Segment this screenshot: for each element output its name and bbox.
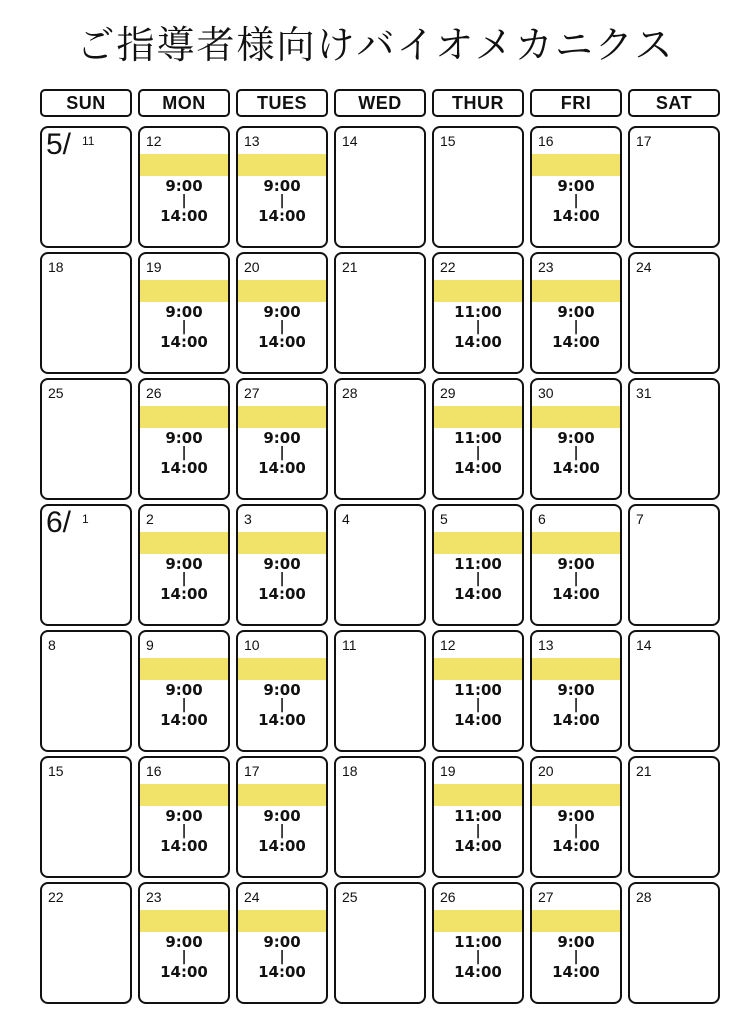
calendar-day-cell[interactable] xyxy=(432,126,524,248)
session-highlight-bar xyxy=(530,784,622,806)
session-start-time: 9:00 xyxy=(557,807,595,825)
calendar-day-cell[interactable] xyxy=(628,504,720,626)
calendar-day-cell[interactable] xyxy=(628,756,720,878)
weekday-header-mon: MON xyxy=(138,89,230,117)
calendar-day-cell[interactable] xyxy=(138,630,230,752)
day-number: 5 xyxy=(440,511,448,527)
day-number: 30 xyxy=(538,385,554,401)
day-number: 12 xyxy=(440,637,456,653)
day-number: 10 xyxy=(244,637,260,653)
session-end-time: 14:00 xyxy=(258,459,306,477)
day-number: 4 xyxy=(342,511,350,527)
session-highlight-bar xyxy=(138,154,230,176)
month-label: 6/ xyxy=(46,506,72,539)
session-highlight-bar xyxy=(432,910,524,932)
session-start-time: 9:00 xyxy=(263,933,301,951)
session-highlight-bar xyxy=(432,406,524,428)
calendar-day-cell[interactable] xyxy=(334,252,426,374)
time-separator: | xyxy=(475,319,481,335)
day-number: 20 xyxy=(244,259,260,275)
day-number: 26 xyxy=(440,889,456,905)
time-separator: | xyxy=(181,445,187,461)
time-separator: | xyxy=(573,445,579,461)
day-number: 27 xyxy=(244,385,260,401)
session-time-range xyxy=(140,682,228,728)
time-separator: | xyxy=(475,697,481,713)
session-highlight-bar xyxy=(236,910,328,932)
calendar-day-cell[interactable] xyxy=(40,504,132,626)
session-time-range xyxy=(532,178,620,224)
calendar-day-cell[interactable] xyxy=(138,756,230,878)
session-end-time: 14:00 xyxy=(160,459,208,477)
session-end-time: 14:00 xyxy=(454,585,502,603)
session-time-range xyxy=(238,430,326,476)
session-end-time: 14:00 xyxy=(552,585,600,603)
session-start-time: 9:00 xyxy=(165,429,203,447)
weekday-header-fri: FRI xyxy=(530,89,622,117)
calendar-day-cell[interactable] xyxy=(530,378,622,500)
session-time-range xyxy=(532,430,620,476)
calendar-day-cell[interactable] xyxy=(530,630,622,752)
calendar-day-cell[interactable] xyxy=(40,882,132,1004)
time-separator: | xyxy=(573,697,579,713)
day-number: 19 xyxy=(146,259,162,275)
time-separator: | xyxy=(279,571,285,587)
session-time-range xyxy=(140,178,228,224)
session-time-range xyxy=(140,934,228,980)
session-time-range xyxy=(238,178,326,224)
time-separator: | xyxy=(475,571,481,587)
calendar-day-cell[interactable] xyxy=(236,504,328,626)
session-start-time: 9:00 xyxy=(263,303,301,321)
time-separator: | xyxy=(279,949,285,965)
calendar-day-cell[interactable] xyxy=(138,126,230,248)
session-end-time: 14:00 xyxy=(160,333,208,351)
session-start-time: 9:00 xyxy=(165,177,203,195)
day-number: 6 xyxy=(538,511,546,527)
page-title: ご指導者様向けバイオメカニクス xyxy=(76,23,675,67)
time-separator: | xyxy=(573,823,579,839)
session-end-time: 14:00 xyxy=(258,333,306,351)
day-number: 24 xyxy=(244,889,260,905)
day-number: 21 xyxy=(636,763,652,779)
day-number: 17 xyxy=(244,763,260,779)
session-highlight-bar xyxy=(236,658,328,680)
month-label: 5/ xyxy=(46,128,72,161)
day-number: 27 xyxy=(538,889,554,905)
day-number: 15 xyxy=(440,133,456,149)
session-highlight-bar xyxy=(530,280,622,302)
time-separator: | xyxy=(279,445,285,461)
session-end-time: 14:00 xyxy=(454,459,502,477)
calendar-day-cell[interactable] xyxy=(40,126,132,248)
calendar-day-cell[interactable] xyxy=(334,378,426,500)
session-start-time: 9:00 xyxy=(263,807,301,825)
session-start-time: 11:00 xyxy=(454,807,502,825)
calendar-day-cell[interactable] xyxy=(334,126,426,248)
day-number: 26 xyxy=(146,385,162,401)
day-number: 21 xyxy=(342,259,358,275)
day-number: 9 xyxy=(146,637,154,653)
session-highlight-bar xyxy=(138,532,230,554)
session-end-time: 14:00 xyxy=(160,837,208,855)
session-highlight-bar xyxy=(530,406,622,428)
day-number: 7 xyxy=(636,511,644,527)
calendar-day-cell[interactable] xyxy=(236,126,328,248)
time-separator: | xyxy=(475,823,481,839)
session-end-time: 14:00 xyxy=(552,207,600,225)
calendar-day-cell[interactable] xyxy=(236,630,328,752)
session-end-time: 14:00 xyxy=(454,333,502,351)
calendar-day-cell[interactable] xyxy=(40,252,132,374)
calendar-day-cell[interactable] xyxy=(40,378,132,500)
session-end-time: 14:00 xyxy=(552,459,600,477)
session-start-time: 9:00 xyxy=(557,681,595,699)
calendar-day-cell[interactable] xyxy=(138,252,230,374)
session-start-time: 11:00 xyxy=(454,555,502,573)
session-time-range xyxy=(238,808,326,854)
session-highlight-bar xyxy=(236,532,328,554)
session-highlight-bar xyxy=(432,280,524,302)
calendar-day-cell[interactable] xyxy=(432,882,524,1004)
calendar-day-cell[interactable] xyxy=(40,756,132,878)
session-time-range xyxy=(532,682,620,728)
time-separator: | xyxy=(181,949,187,965)
calendar-day-cell[interactable] xyxy=(236,252,328,374)
day-number: 20 xyxy=(538,763,554,779)
session-start-time: 9:00 xyxy=(165,807,203,825)
day-number: 13 xyxy=(244,133,260,149)
time-separator: | xyxy=(181,319,187,335)
session-time-range xyxy=(140,304,228,350)
session-time-range xyxy=(238,682,326,728)
weekday-header-wed: WED xyxy=(334,89,426,117)
calendar-day-cell[interactable] xyxy=(334,630,426,752)
calendar-day-cell[interactable] xyxy=(138,882,230,1004)
time-separator: | xyxy=(573,193,579,209)
session-time-range xyxy=(140,808,228,854)
day-number: 8 xyxy=(48,637,56,653)
weekday-header-sat: SAT xyxy=(628,89,720,117)
session-start-time: 9:00 xyxy=(165,555,203,573)
day-number: 15 xyxy=(48,763,64,779)
session-highlight-bar xyxy=(432,784,524,806)
calendar-day-cell[interactable] xyxy=(432,630,524,752)
time-separator: | xyxy=(279,319,285,335)
calendar-day-cell[interactable] xyxy=(432,378,524,500)
session-end-time: 14:00 xyxy=(258,963,306,981)
session-end-time: 14:00 xyxy=(160,207,208,225)
calendar-day-cell[interactable] xyxy=(530,504,622,626)
session-end-time: 14:00 xyxy=(160,963,208,981)
day-number: 13 xyxy=(538,637,554,653)
session-highlight-bar xyxy=(138,280,230,302)
session-start-time: 9:00 xyxy=(557,177,595,195)
session-highlight-bar xyxy=(530,658,622,680)
session-time-range xyxy=(434,430,522,476)
session-end-time: 14:00 xyxy=(258,837,306,855)
session-start-time: 11:00 xyxy=(454,933,502,951)
time-separator: | xyxy=(573,319,579,335)
weekday-header-sun: SUN xyxy=(40,89,132,117)
session-highlight-bar xyxy=(530,154,622,176)
session-time-range xyxy=(434,934,522,980)
session-highlight-bar xyxy=(530,910,622,932)
day-number: 17 xyxy=(636,133,652,149)
day-number: 2 xyxy=(146,511,154,527)
day-number: 19 xyxy=(440,763,456,779)
calendar-day-cell[interactable] xyxy=(530,252,622,374)
time-separator: | xyxy=(475,445,481,461)
session-highlight-bar xyxy=(432,658,524,680)
time-separator: | xyxy=(181,193,187,209)
day-number: 28 xyxy=(636,889,652,905)
day-number: 23 xyxy=(146,889,162,905)
session-start-time: 9:00 xyxy=(557,429,595,447)
session-start-time: 9:00 xyxy=(263,555,301,573)
calendar-week-row xyxy=(40,252,724,374)
session-start-time: 9:00 xyxy=(557,933,595,951)
day-number: 25 xyxy=(342,889,358,905)
session-time-range xyxy=(532,304,620,350)
time-separator: | xyxy=(573,571,579,587)
day-number: 23 xyxy=(538,259,554,275)
calendar-week-row xyxy=(40,126,724,248)
session-end-time: 14:00 xyxy=(552,333,600,351)
day-number: 1 xyxy=(82,512,89,526)
session-highlight-bar xyxy=(138,658,230,680)
time-separator: | xyxy=(181,697,187,713)
day-number: 14 xyxy=(342,133,358,149)
session-time-range xyxy=(238,304,326,350)
calendar-week-row xyxy=(40,882,724,1004)
session-end-time: 14:00 xyxy=(258,585,306,603)
day-number: 11 xyxy=(342,637,357,653)
session-end-time: 14:00 xyxy=(454,963,502,981)
session-time-range xyxy=(434,808,522,854)
calendar-day-cell[interactable] xyxy=(628,882,720,1004)
session-start-time: 9:00 xyxy=(165,303,203,321)
calendar-day-cell[interactable] xyxy=(40,630,132,752)
day-number: 16 xyxy=(538,133,554,149)
day-number: 24 xyxy=(636,259,652,275)
time-separator: | xyxy=(573,949,579,965)
session-time-range xyxy=(532,934,620,980)
session-highlight-bar xyxy=(236,154,328,176)
calendar-day-cell[interactable] xyxy=(138,378,230,500)
session-start-time: 11:00 xyxy=(454,681,502,699)
session-highlight-bar xyxy=(138,784,230,806)
day-number: 22 xyxy=(440,259,456,275)
calendar-week-row xyxy=(40,630,724,752)
session-time-range xyxy=(238,556,326,602)
calendar-day-cell[interactable] xyxy=(334,756,426,878)
calendar-day-cell[interactable] xyxy=(334,504,426,626)
day-number: 18 xyxy=(342,763,358,779)
session-start-time: 9:00 xyxy=(263,177,301,195)
calendar-day-cell[interactable] xyxy=(628,252,720,374)
session-time-range xyxy=(140,556,228,602)
session-time-range xyxy=(434,304,522,350)
calendar-day-cell[interactable] xyxy=(334,882,426,1004)
session-end-time: 14:00 xyxy=(258,711,306,729)
calendar-day-cell[interactable] xyxy=(530,126,622,248)
calendar-day-cell[interactable] xyxy=(432,504,524,626)
session-end-time: 14:00 xyxy=(454,837,502,855)
session-start-time: 9:00 xyxy=(165,681,203,699)
calendar-day-cell[interactable] xyxy=(236,378,328,500)
session-time-range xyxy=(238,934,326,980)
day-number: 12 xyxy=(146,133,162,149)
session-time-range xyxy=(434,556,522,602)
calendar-day-cell[interactable] xyxy=(628,378,720,500)
session-time-range xyxy=(532,556,620,602)
session-highlight-bar xyxy=(138,910,230,932)
session-highlight-bar xyxy=(236,784,328,806)
session-start-time: 9:00 xyxy=(557,555,595,573)
day-number: 22 xyxy=(48,889,64,905)
calendar-grid xyxy=(40,126,724,1008)
session-end-time: 14:00 xyxy=(552,837,600,855)
calendar-day-cell[interactable] xyxy=(432,756,524,878)
session-highlight-bar xyxy=(138,406,230,428)
calendar-day-cell[interactable] xyxy=(236,756,328,878)
session-end-time: 14:00 xyxy=(552,711,600,729)
weekday-header-row xyxy=(40,89,724,117)
day-number: 29 xyxy=(440,385,456,401)
calendar-week-row xyxy=(40,378,724,500)
day-number: 14 xyxy=(636,637,652,653)
time-separator: | xyxy=(279,193,285,209)
time-separator: | xyxy=(181,823,187,839)
session-end-time: 14:00 xyxy=(552,963,600,981)
session-start-time: 9:00 xyxy=(165,933,203,951)
session-highlight-bar xyxy=(236,280,328,302)
session-time-range xyxy=(532,808,620,854)
session-highlight-bar xyxy=(432,532,524,554)
day-number: 16 xyxy=(146,763,162,779)
calendar-day-cell[interactable] xyxy=(530,882,622,1004)
calendar-day-cell[interactable] xyxy=(138,504,230,626)
day-number: 28 xyxy=(342,385,358,401)
session-end-time: 14:00 xyxy=(160,585,208,603)
day-number: 18 xyxy=(48,259,64,275)
time-separator: | xyxy=(181,571,187,587)
calendar-day-cell[interactable] xyxy=(628,630,720,752)
session-start-time: 9:00 xyxy=(557,303,595,321)
day-number: 3 xyxy=(244,511,252,527)
session-time-range xyxy=(140,430,228,476)
calendar-day-cell[interactable] xyxy=(236,882,328,1004)
day-number: 31 xyxy=(636,385,652,401)
session-start-time: 11:00 xyxy=(454,429,502,447)
session-end-time: 14:00 xyxy=(160,711,208,729)
weekday-header-thur: THUR xyxy=(432,89,524,117)
weekday-header-tues: TUES xyxy=(236,89,328,117)
calendar-week-row xyxy=(40,504,724,626)
calendar-day-cell[interactable] xyxy=(628,126,720,248)
time-separator: | xyxy=(279,697,285,713)
session-end-time: 14:00 xyxy=(258,207,306,225)
day-number: 11 xyxy=(82,134,95,148)
time-separator: | xyxy=(475,949,481,965)
session-start-time: 9:00 xyxy=(263,681,301,699)
session-highlight-bar xyxy=(236,406,328,428)
calendar-day-cell[interactable] xyxy=(432,252,524,374)
calendar-week-row xyxy=(40,756,724,878)
day-number: 25 xyxy=(48,385,64,401)
session-start-time: 9:00 xyxy=(263,429,301,447)
session-time-range xyxy=(434,682,522,728)
session-start-time: 11:00 xyxy=(454,303,502,321)
calendar-day-cell[interactable] xyxy=(530,756,622,878)
session-highlight-bar xyxy=(530,532,622,554)
session-end-time: 14:00 xyxy=(454,711,502,729)
time-separator: | xyxy=(279,823,285,839)
